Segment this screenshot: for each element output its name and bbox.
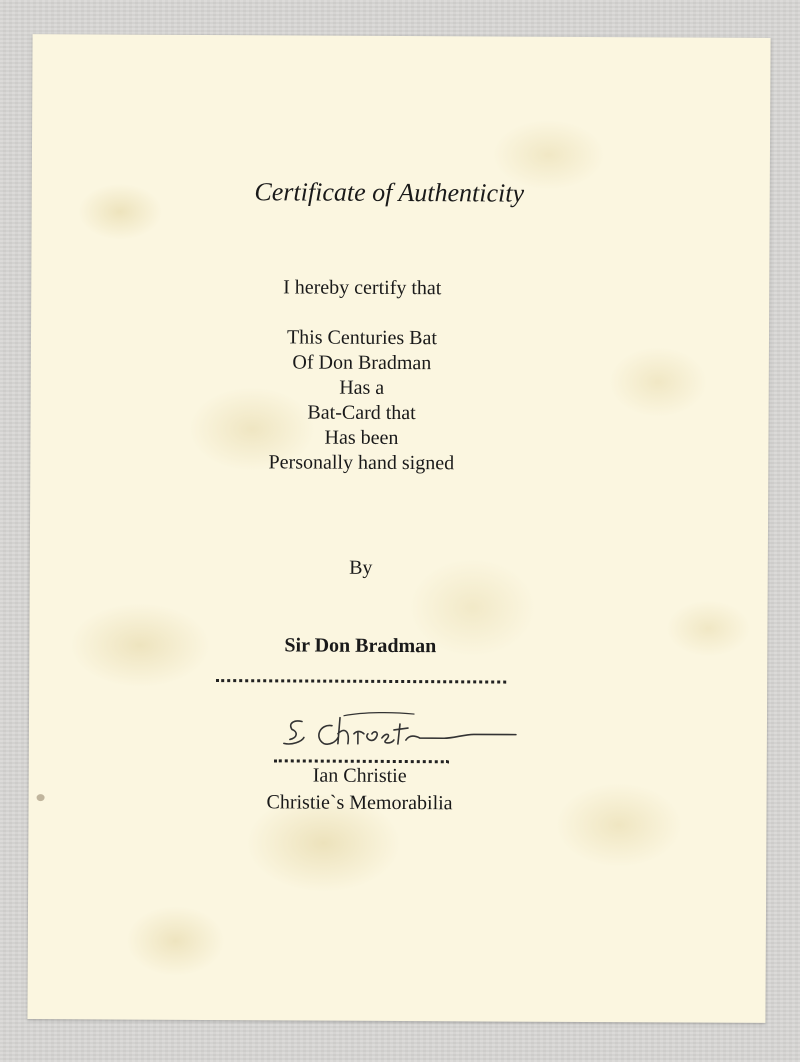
certificate-paper	[27, 34, 770, 1023]
by-label: By	[349, 556, 373, 579]
body-line: Has a	[339, 376, 385, 399]
issuer-company: Christie`s Memorabilia	[266, 791, 453, 815]
issuer-name: Ian Christie	[312, 764, 407, 788]
paper-stain	[37, 794, 45, 801]
intro-text: I hereby certify that	[283, 276, 442, 300]
body-line: Of Don Bradman	[292, 351, 432, 375]
signature-line-dotted	[216, 659, 506, 684]
certificate-title: Certificate of Authenticity	[254, 177, 525, 208]
signer-name: Sir Don Bradman	[284, 634, 437, 658]
body-line: This Centuries Bat	[286, 326, 438, 350]
issuer-line-dotted	[274, 739, 449, 763]
body-line: Has been	[324, 426, 399, 449]
certification-body	[30, 324, 693, 477]
body-line: Bat-Card that	[307, 401, 416, 425]
body-line: Personally hand signed	[268, 451, 455, 475]
